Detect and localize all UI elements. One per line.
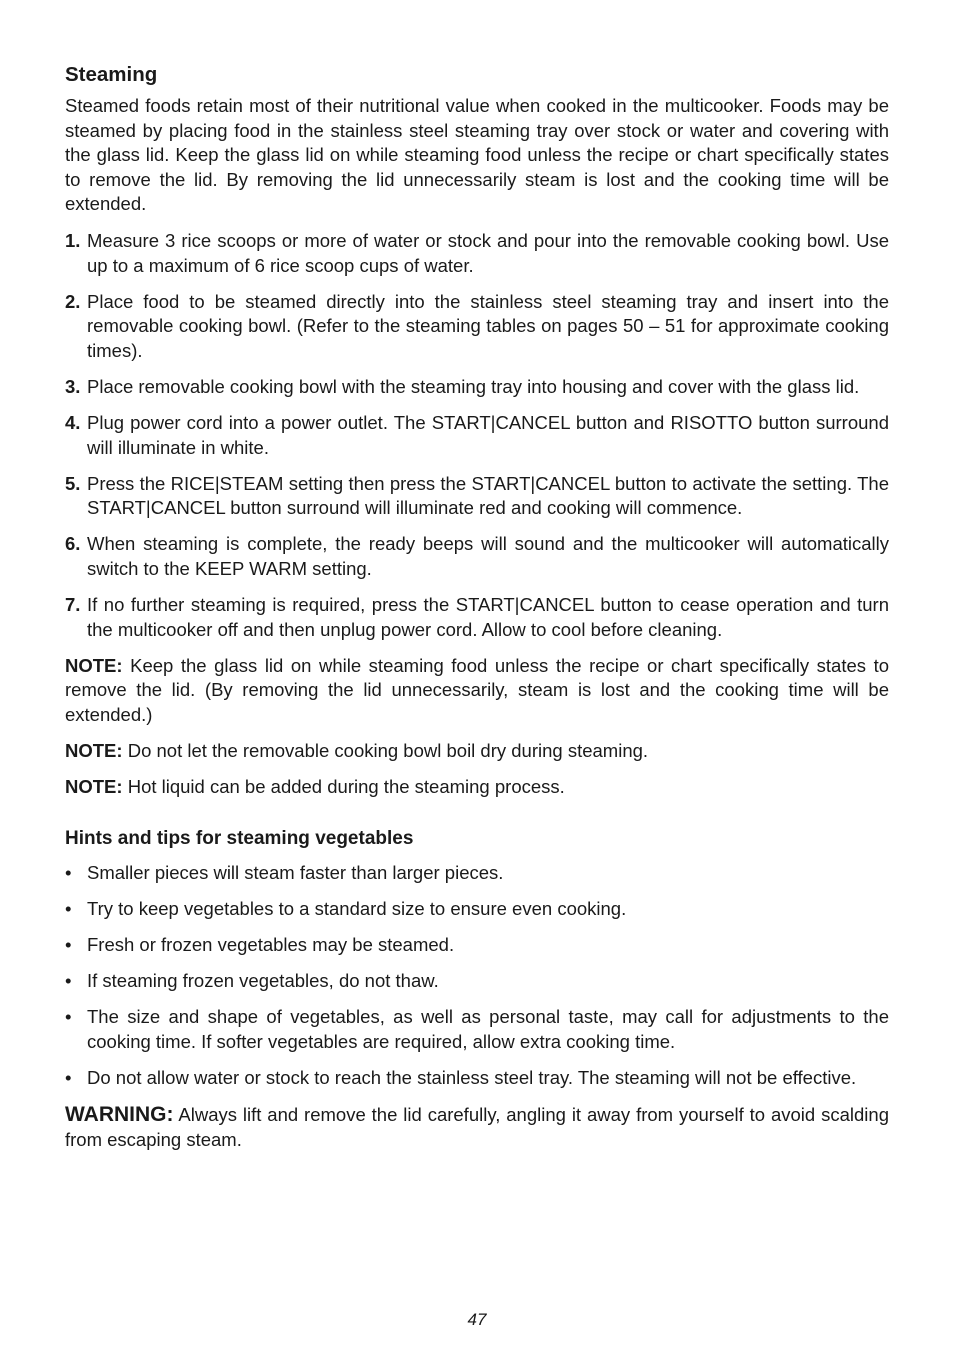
step-text: Measure 3 rice scoops or more of water or stock and pour into the removable cooking bowl. Use up to a maximum of 6 rice scoop cups of water. <box>87 229 889 276</box>
list-item-text: Do not allow water or stock to reach the stainless steel tray. The steaming will not be effective. <box>87 1066 857 1088</box>
note-paragraph <box>65 739 889 764</box>
bullet-icon: • <box>65 1066 72 1088</box>
bullet-icon: • <box>65 897 72 919</box>
warning-text: Always lift and remove the lid carefully, angling it away from yourself to avoid scalding from escaping steam. <box>65 1104 889 1150</box>
step-text: Press the RICE|STEAM setting then press the START|CANCEL button to activate the setting. The START|CANCEL button surround will illuminate red and cooking will commence. <box>87 472 889 519</box>
warning-label: WARNING: <box>65 1103 174 1127</box>
list-item <box>65 861 889 886</box>
note-text: Hot liquid can be added during the steaming process. <box>122 776 565 798</box>
warning-paragraph <box>65 1103 889 1152</box>
list-item <box>65 969 889 994</box>
section-heading: Steaming <box>65 63 158 86</box>
list-item <box>65 1066 889 1091</box>
list-item-text: The size and shape of vegetables, as well as personal taste, may call for adjustments to the cooking time. If softer vegetables are required, allow extra cooking time. <box>87 1006 889 1052</box>
step-item <box>65 472 889 521</box>
note-text: Do not let the removable cooking bowl boil dry during steaming. <box>122 740 649 762</box>
step-item <box>65 229 889 278</box>
bullet-icon: • <box>65 970 72 992</box>
steps-list <box>65 229 889 642</box>
hints-heading: Hints and tips for steaming vegetables <box>65 827 414 849</box>
page-content <box>65 60 889 1153</box>
note-paragraph <box>65 654 889 728</box>
note-paragraph <box>65 775 889 800</box>
bullet-icon: • <box>65 933 72 955</box>
step-item <box>65 375 889 400</box>
step-text: Place removable cooking bowl with the steaming tray into housing and cover with the glass lid. <box>87 375 860 397</box>
step-number: 2. <box>65 290 81 312</box>
page-number: 47 <box>467 1310 487 1329</box>
step-text: If no further steaming is required, press the START|CANCEL button to cease operation and turn the multicooker off and then unplug power cord. Allow to cool before cleaning. <box>87 594 889 640</box>
step-text: When steaming is complete, the ready beeps will sound and the multicooker will automatically switch to the KEEP WARM setting. <box>87 533 889 579</box>
step-text: Place food to be steamed directly into the stainless steel steaming tray and insert into the removable cooking bowl. (Refer to the steaming tables on pages 50 – 51 for approximate cooking times). <box>87 290 889 361</box>
step-item <box>65 290 889 364</box>
list-item-text: Try to keep vegetables to a standard size to ensure even cooking. <box>87 897 627 919</box>
step-item <box>65 411 889 460</box>
list-item-text: Fresh or frozen vegetables may be steamed. <box>87 933 455 955</box>
list-item <box>65 897 889 922</box>
note-label: NOTE: <box>65 654 123 676</box>
step-number: 4. <box>65 412 81 434</box>
note-label: NOTE: <box>65 740 123 762</box>
hints-list <box>65 861 889 1091</box>
step-number: 3. <box>65 375 81 397</box>
step-number: 6. <box>65 533 81 555</box>
step-number: 5. <box>65 472 81 494</box>
step-text: Plug power cord into a power outlet. The START|CANCEL button and RISOTTO button surround will illuminate in white. <box>87 412 889 458</box>
step-number: 7. <box>65 594 81 616</box>
step-item <box>65 532 889 581</box>
list-item <box>65 933 889 958</box>
note-text: Keep the glass lid on while steaming food unless the recipe or chart specifically states to remove the lid. (By removing the lid unnecessarily, steam is lost and the cooking time will be extended.) <box>65 654 889 725</box>
bullet-icon: • <box>65 861 72 883</box>
note-label: NOTE: <box>65 776 123 798</box>
list-item <box>65 1005 889 1054</box>
intro-paragraph: Steamed foods retain most of their nutritional value when cooked in the multicooker. Foods may be steamed by placing food in the stainless steel steaming tray over stock or water and covering with the glass lid. Keep the glass lid on while steaming food unless the recipe or chart specifically states to remove the lid. By removing the lid unnecessarily steam is lost and the cooking time will be extended. <box>65 95 889 215</box>
step-number: 1. <box>65 229 81 251</box>
list-item-text: If steaming frozen vegetables, do not thaw. <box>87 970 439 992</box>
bullet-icon: • <box>65 1006 72 1028</box>
list-item-text: Smaller pieces will steam faster than larger pieces. <box>87 861 504 883</box>
step-item <box>65 593 889 642</box>
